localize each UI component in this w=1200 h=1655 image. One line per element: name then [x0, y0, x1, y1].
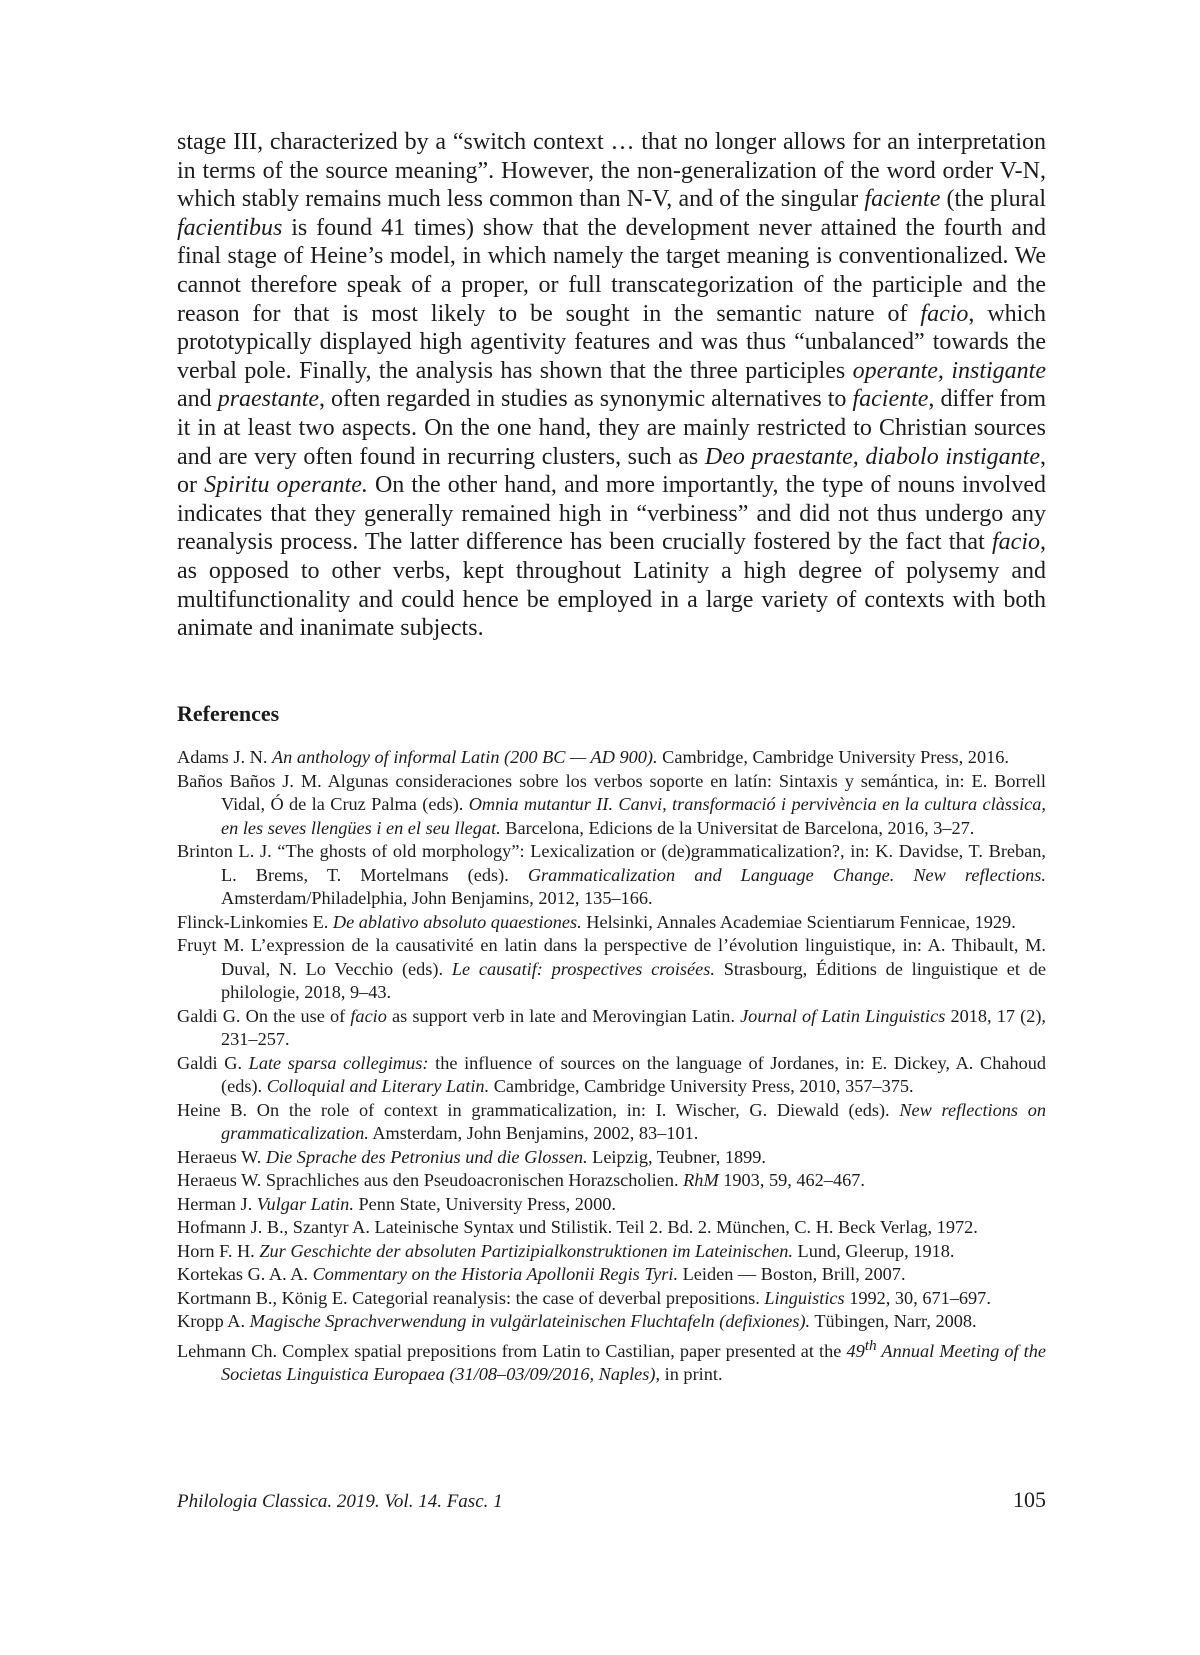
body-paragraph: stage III, characterized by a “switch context … that no longer allows for an interpretation in terms of the source meaning”. However, the non-generalization of the word order V-N, which stably remains much less common than N-V, and of the singular faciente (the plural facientibus is found 41 times) show that the development never attained the fourth and final stage of Heine’s model, in which namely the target meaning is conventionalized. We cannot therefore speak of a proper, or full transcategorization of the participle and the reason for that is most likely to be sought in the semantic nature of facio, which prototypically displayed high agentivity features and was thus “unbalanced” towards the verbal pole. Finally, the analysis has shown that the three participles operante, instigante and praestante, often regarded in studies as synonymic alternatives to faciente, differ from it in at least two aspects. On the one hand, they are mainly restricted to Christian sources and are very often found in recurring clusters, such as Deo praestante, diabolo instigante, or Spiritu operante. On the other hand, and more importantly, the type of nouns involved indicates that they generally remained high in “verbiness” and did not thus undergo any reanalysis process. The latter difference has been crucially fostered by the fact that facio, as opposed to other verbs, kept throughout Latinity a high degree of polysemy and multifunctionality and could hence be employed in a large variety of contexts with both animate and inanimate subjects.: [177, 129, 1047, 642]
references-list: [177, 746, 1046, 1387]
reference-item: Horn F. H. Zur Geschichte der absoluten Partizipialkonstruktionen im Lateinischen. Lund, Gleerup, 1918.: [177, 1240, 955, 1261]
reference-item: Baños Baños J. M. Algunas consideraciones sobre los verbos soporte en latín: Sintaxis y semántica, in: E. Borrell Vidal, Ó de la Cruz Palma (eds). Omnia mutantur II. Canvi, transformació i pervivència en la cultura clàssica, en les seves llengües i en el seu llegat. Barcelona, Edicions de la Universitat de Barcelona, 2016, 3–27.: [177, 770, 1046, 838]
reference-item: Kortmann B., König E. Categorial reanalysis: the case of deverbal prepositions. Linguistics 1992, 30, 671–697.: [177, 1287, 991, 1308]
reference-item: Heraeus W. Sprachliches aus den Pseudoacronischen Horazscholien. RhM 1903, 59, 462–467.: [177, 1170, 865, 1190]
reference-item: Kropp A. Magische Sprachverwendung in vulgärlateinischen Fluchtafeln (defixiones). Tübingen, Narr, 2008.: [177, 1311, 977, 1331]
page-number: 105: [1013, 1487, 1046, 1512]
footer-journal-title: Philologia Classica. 2019. Vol. 14. Fasc. 1: [177, 1491, 503, 1512]
reference-item: Heine B. On the role of context in grammaticalization, in: I. Wischer, G. Diewald (eds). New reflections on grammaticalization. Amsterdam, John Benjamins, 2002, 83–101.: [177, 1099, 1046, 1143]
reference-item: Lehmann Ch. Complex spatial prepositions from Latin to Castilian, paper presented at the 49th Annual Meeting of the Societas Linguistica Europaea (31/08–03/09/2016, Naples), in print.: [177, 1336, 1046, 1385]
references-heading: References: [177, 701, 280, 726]
reference-item: Adams J. N. An anthology of informal Latin (200 BC — AD 900). Cambridge, Cambridge University Press, 2016.: [177, 747, 1009, 767]
reference-item: Fruyt M. L’expression de la causativité en latin dans la perspective de l’évolution linguistique, in: A. Thibault, M. Duval, N. Lo Vecchio (eds). Le causatif: prospectives croisées. Strasbourg, Éditions de linguistique et de philologie, 2018, 9–43.: [177, 935, 1046, 1002]
reference-item: Galdi G. Late sparsa collegimus: the influence of sources on the language of Jordanes, in: E. Dickey, A. Chahoud (eds). Colloquial and Literary Latin. Cambridge, Cambridge University Press, 2010, 357–375.: [177, 1052, 1047, 1096]
reference-item: Heraeus W. Die Sprache des Petronius und die Glossen. Leipzig, Teubner, 1899.: [177, 1146, 766, 1167]
reference-item: Hofmann J. B., Szantyr A. Lateinische Syntax und Stilistik. Teil 2. Bd. 2. München, C. H. Beck Verlag, 1972.: [177, 1217, 978, 1237]
reference-item: Brinton L. J. “The ghosts of old morphology”: Lexicalization or (de)grammaticalization?, in: K. Davidse, T. Breban, L. Brems, T. Mortelmans (eds). Grammaticalization and Language Change. New reflections. Amsterdam/Philadelphia, John Benjamins, 2012, 135–166.: [177, 841, 1046, 908]
reference-item: Herman J. Vulgar Latin. Penn State, University Press, 2000.: [177, 1193, 616, 1214]
reference-item: Galdi G. On the use of facio as support verb in late and Merovingian Latin. Journal of Latin Linguistics 2018, 17 (2), 231–257.: [177, 1005, 1046, 1049]
reference-item: Flinck-Linkomies E. De ablativo absoluto quaestiones. Helsinki, Annales Academiae Scientiarum Fennicae, 1929.: [177, 911, 1016, 932]
reference-item: Kortekas G. A. A. Commentary on the Historia Apollonii Regis Tyri. Leiden — Boston, Brill, 2007.: [177, 1264, 906, 1284]
